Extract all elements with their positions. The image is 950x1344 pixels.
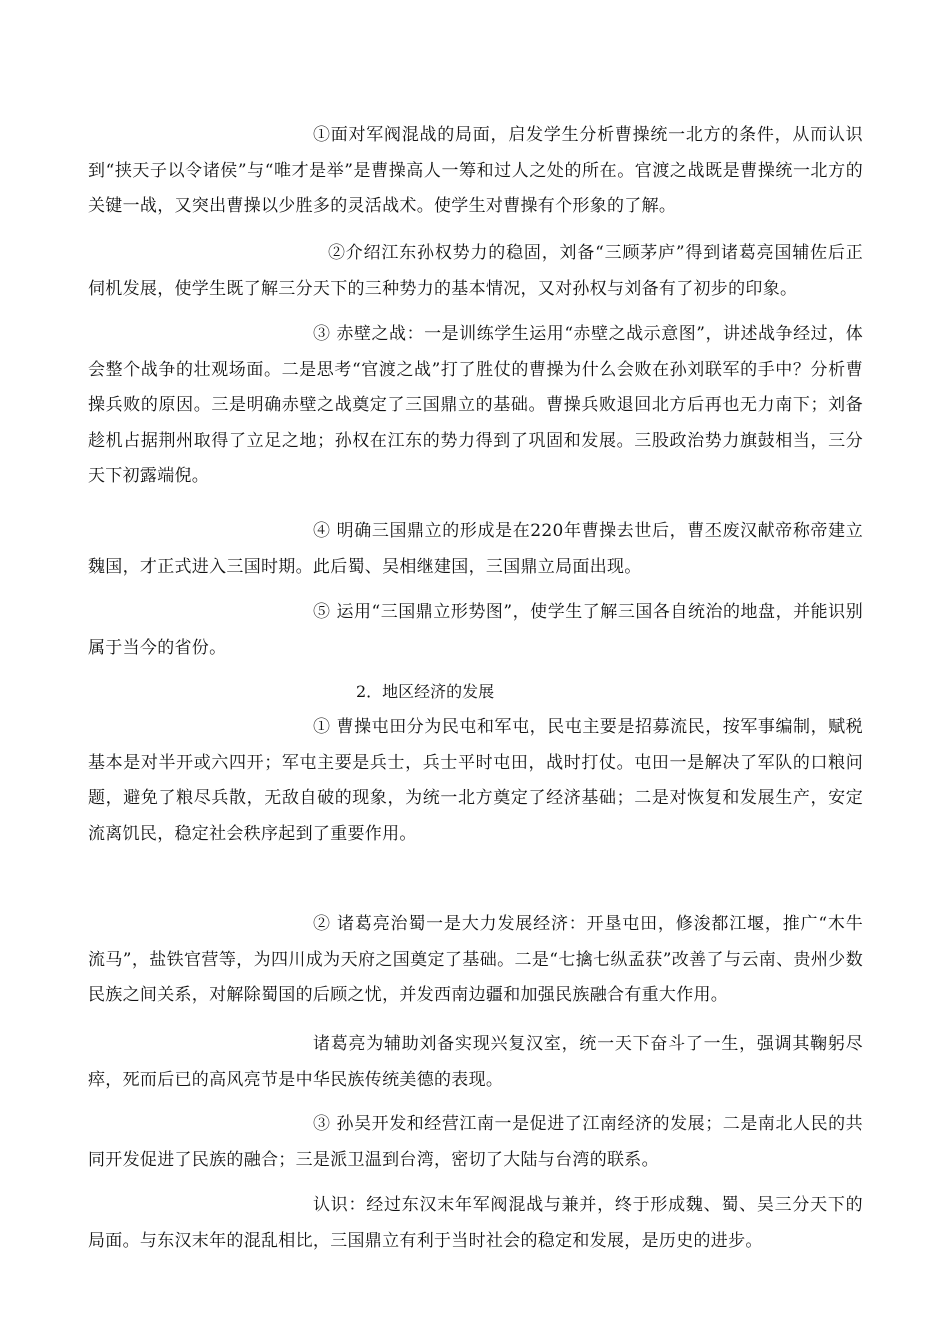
paragraph-zhuge-liang-shu: ② 诸葛亮治蜀一是大力发展经济：开垦屯田，修浚都江堰，推广“木牛流马”，盐铁官营等，为四川成为天府之国奠定了基础。二是“七擒七纵孟获”改善了与云南、贵州少数民族之间关系，对解除蜀国的后顾之忧，并发西南边疆和加强民族融合有重大作用。 xyxy=(88,914,863,1005)
paragraph-three-kingdoms-formation: ④ 明确三国鼎立的形成是在220年曹操去世后，曹丕废汉献帝称帝建立魏国，才正式进入三国时期。此后蜀、吴相继建国，三国鼎立局面出现。 xyxy=(88,521,863,577)
paragraph-sun-wu-jiangnan: ③ 孙吴开发和经营江南一是促进了江南经济的发展；二是南北人民的共同开发促进了民族的融合；三是派卫温到台湾，密切了大陆与台湾的联系。 xyxy=(88,1114,863,1170)
paragraph-cao-cao: ①面对军阀混战的局面，启发学生分析曹操统一北方的条件，从而认识到“挟天子以令诸侯”与“唯才是举”是曹操高人一筹和过人之处的所在。官渡之战既是曹操统一北方的关键一战，又突出曹操以少胜多的灵活战术。使学生对曹操有个形象的了解。 xyxy=(88,125,863,216)
paragraph-sun-quan-liu-bei: ②介绍江东孙权势力的稳固，刘备“三顾茅庐”得到诸葛亮国辅佐后正伺机发展，使学生既了解三分天下的三种势力的基本情况，又对孙权与刘备有了初步的印象。 xyxy=(88,243,863,299)
paragraph-tuntian: ① 曹操屯田分为民屯和军屯，民屯主要是招募流民，按军事编制，赋税基本是对半开或六四开；军屯主要是兵士，兵士平时屯田，战时打仗。屯田一是解决了军队的口粮问题，避免了粮尽兵散，无敌自破的现象，为统一北方奠定了经济基础；二是对恢复和发展生产，安定流离饥民，稳定社会秩序起到了重要作用。 xyxy=(88,717,863,844)
section-heading: 2．地区经济的发展 xyxy=(356,682,495,701)
paragraph-battle-of-chibi: ③ 赤壁之战：一是训练学生运用“赤壁之战示意图”，讲述战争经过，体会整个战争的壮观场面。二是思考“官渡之战”打了胜仗的曹操为什么会败在孙刘联军的手中？分析曹操兵败的原因。三是明确赤壁之战奠定了三国鼎立的基础。曹操兵败退回北方后再也无力南下；刘备趁机占据荆州取得了立足之地；孙权在江东的势力得到了巩固和发展。三股政治势力旗鼓相当，三分天下初露端倪。 xyxy=(88,324,863,486)
paragraph-three-kingdoms-map: ⑤ 运用“三国鼎立形势图”，使学生了解三国各自统治的地盘，并能识别属于当今的省份。 xyxy=(88,602,863,658)
paragraph-conclusion: 认识：经过东汉末年军阀混战与兼并，终于形成魏、蜀、吴三分天下的局面。与东汉末年的混乱相比，三国鼎立有利于当时社会的稳定和发展，是历史的进步。 xyxy=(88,1195,863,1251)
paragraph-zhuge-liang-virtue: 诸葛亮为辅助刘备实现兴复汉室，统一天下奋斗了一生，强调其鞠躬尽瘁，死而后已的高风亮节是中华民族传统美德的表现。 xyxy=(88,1034,863,1090)
